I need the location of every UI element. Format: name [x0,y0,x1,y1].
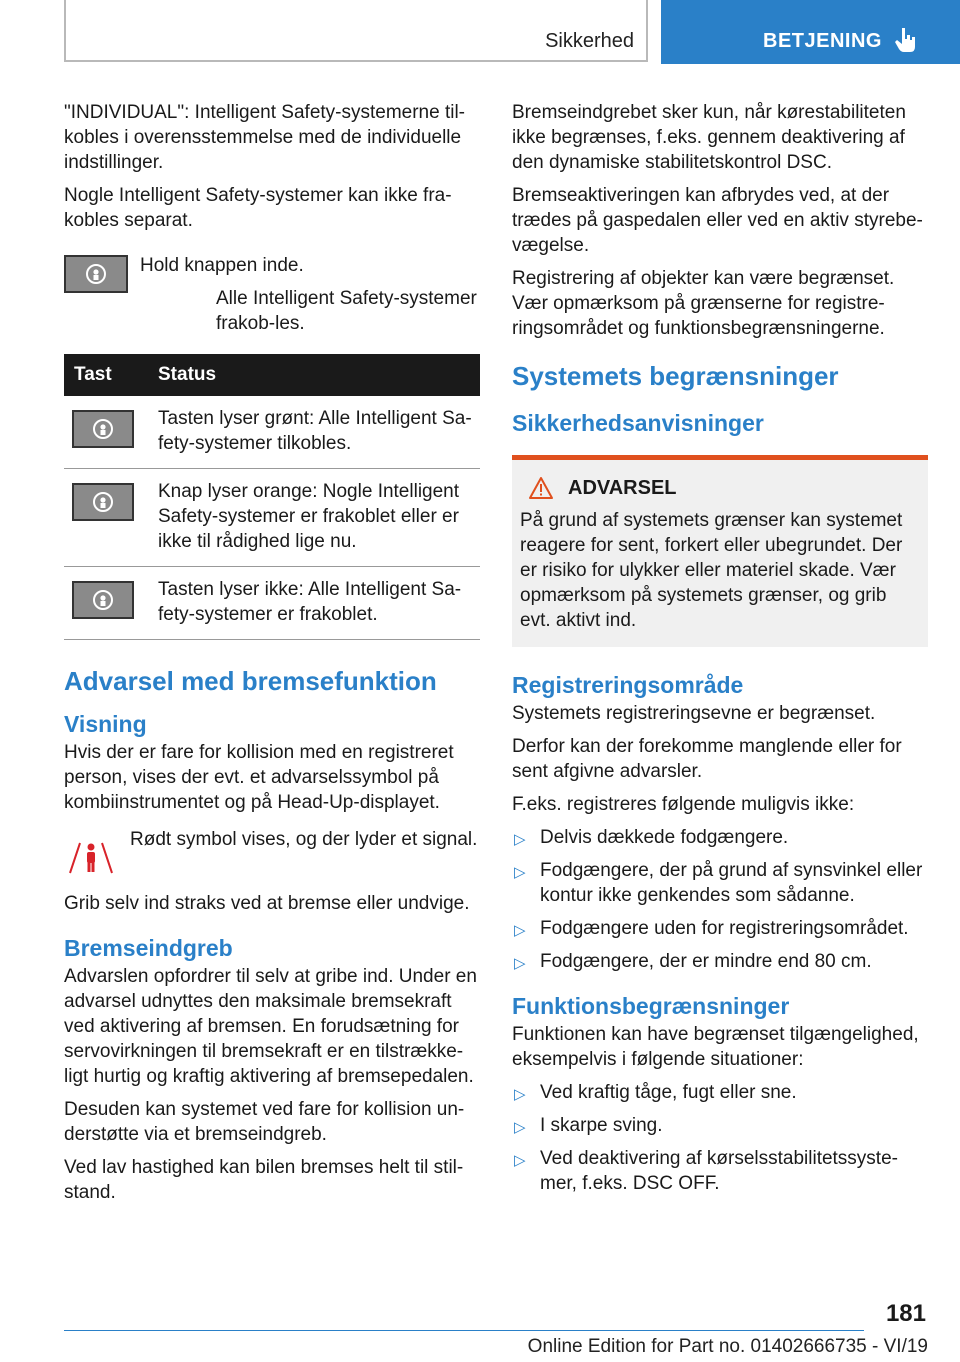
bullet-list [512,1080,928,1196]
subsection-heading: Bremseindgreb [64,935,233,961]
table-row [64,567,480,640]
list-item: ▷ Delvis dækkede fodgængere. [512,825,928,850]
paragraph: "INDIVIDUAL": Intelligent Safety-systemerne til-kobles i overensstemmelse med de individuelle indstillinger. [64,102,466,173]
chapter-title: BETJENING [763,30,882,52]
triangle-bullet-icon: ▷ [514,922,526,939]
safety-button-icon [72,410,134,448]
paragraph: F.eks. registreres følgende muligvis ikke: [512,794,855,815]
triangle-bullet-icon: ▷ [514,1152,526,1169]
symbol-row [64,827,480,877]
subsection-heading: Registreringsområde [512,672,744,698]
footer-divider [64,1330,864,1331]
paragraph: Advarslen opfordrer til selv at gribe ind. Under en advarsel udnyttes den maksimale bremsekraft ved aktivering af bremsen. En forudsætning for servovirkningen til bremsekraft er en tilstrække-ligt hurtig og kraftig aktivering af bremsepedalen. [64,966,477,1087]
table-row [64,396,480,469]
table-row [64,469,480,567]
subsection-heading: Sikkerhedsanvisninger [512,410,764,436]
triangle-bullet-icon: ▷ [514,955,526,972]
paragraph: Nogle Intelligent Safety-systemer kan ikke fra-kobles separat. [64,185,452,231]
paragraph: Bremseindgrebet sker kun, når kørestabiliteten ikke begrænses, f.eks. gennem deaktivering af den dynamiske stabilitetskontrol DSC. [512,102,906,173]
list-item: ▷ I skarpe sving. [512,1113,928,1138]
paragraph: Funktionen kan have begrænset tilgængelighed, eksempelvis i følgende situationer: [512,1024,919,1070]
table-cell: Tasten lyser ikke: Alle Intelligent Sa-fety-systemer er frakoblet. [158,567,480,640]
table-header-key: Tast [64,354,158,396]
table-cell: Tasten lyser grønt: Alle Intelligent Sa-fety-systemer tilkobles. [158,396,480,469]
list-item: ▷ Ved deaktivering af kørselsstabilitetssyste-mer, f.eks. DSC OFF. [514,1148,898,1194]
header-section-box [64,0,648,62]
table-cell: Knap lyser orange: Nogle Intelligent Safety-systemer er frakoblet eller er ikke til rådighed lige nu. [158,469,480,567]
list-item: ▷ Fodgængere uden for registreringsområdet. [512,916,928,941]
page-number: 181 [885,1300,926,1327]
triangle-bullet-icon: ▷ [514,864,526,881]
subsection-heading: Funktionsbegrænsninger [512,993,790,1019]
list-item: ▷ Fodgængere, der er mindre end 80 cm. [512,949,928,974]
section-heading: Advarsel med bremsefunktion [64,666,437,696]
warning-text: På grund af systemets grænser kan systemet reagere for sent, forkert eller ubegrundet. Der er risiko for ulykker eller materiel skade. Vær opmærksom på systemets grænser, og grib evt. aktivt ind. [520,510,903,631]
pedestrian-warning-icon [64,833,118,877]
list-item: ▷ Ved kraftig tåge, fugt eller sne. [512,1080,928,1105]
paragraph: Ved lav hastighed kan bilen bremses helt til stil-stand. [64,1157,464,1203]
warning-box [512,455,928,647]
header-chapter-tab [661,0,960,64]
bullet-list [512,825,928,974]
warning-title: ADVARSEL [568,476,677,499]
paragraph: Hvis der er fare for kollision med en registreret person, vises der evt. et advarselssymbol på kombiinstrumentet og på Head-Up-displayet. [64,742,454,813]
footer-edition: Online Edition for Part no. 01402666735 - VI/19 [527,1336,928,1357]
left-column [64,100,480,1213]
safety-button-icon [72,483,134,521]
right-column [512,100,928,1204]
paragraph: Derfor kan der forekomme manglende eller for sent afgivne advarsler. [512,736,902,782]
symbol-text: Rødt symbol vises, og der lyder et signal. [130,829,478,850]
hold-instruction [64,253,480,336]
warning-triangle-icon [528,476,554,500]
triangle-bullet-icon: ▷ [514,1119,526,1136]
hand-pointer-icon [895,26,919,54]
instruction-text: Hold knappen inde. [140,255,304,276]
table-header-status: Status [158,354,480,396]
paragraph: Grib selv ind straks ved at bremse eller undvige. [64,893,470,914]
safety-button-icon [64,255,128,293]
list-item: ▷ Fodgængere, der på grund af synsvinkel eller kontur ikke genkendes som sådanne. [514,860,923,906]
triangle-bullet-icon: ▷ [514,1086,526,1103]
triangle-bullet-icon: ▷ [514,831,526,848]
status-table [64,354,480,640]
section-heading: Systemets begrænsninger [512,361,839,391]
section-title: Sikkerhed [545,30,634,52]
paragraph: Bremseaktiveringen kan afbrydes ved, at der trædes på gaspedalen eller ved en aktiv styrebe-vægelse. [512,185,923,256]
subsection-heading: Visning [64,711,147,737]
paragraph: Systemets registreringsevne er begrænset. [512,703,876,724]
paragraph: Desuden kan systemet ved fare for kollision un-derstøtte via et bremseindgreb. [64,1099,465,1145]
safety-button-icon [72,581,134,619]
paragraph: Registrering af objekter kan være begrænset. Vær opmærksom på grænserne for registre-ringsområdet og funktionsbegrænsningerne. [512,268,895,339]
instruction-text: Alle Intelligent Safety-systemer frakob-les. [216,288,477,334]
